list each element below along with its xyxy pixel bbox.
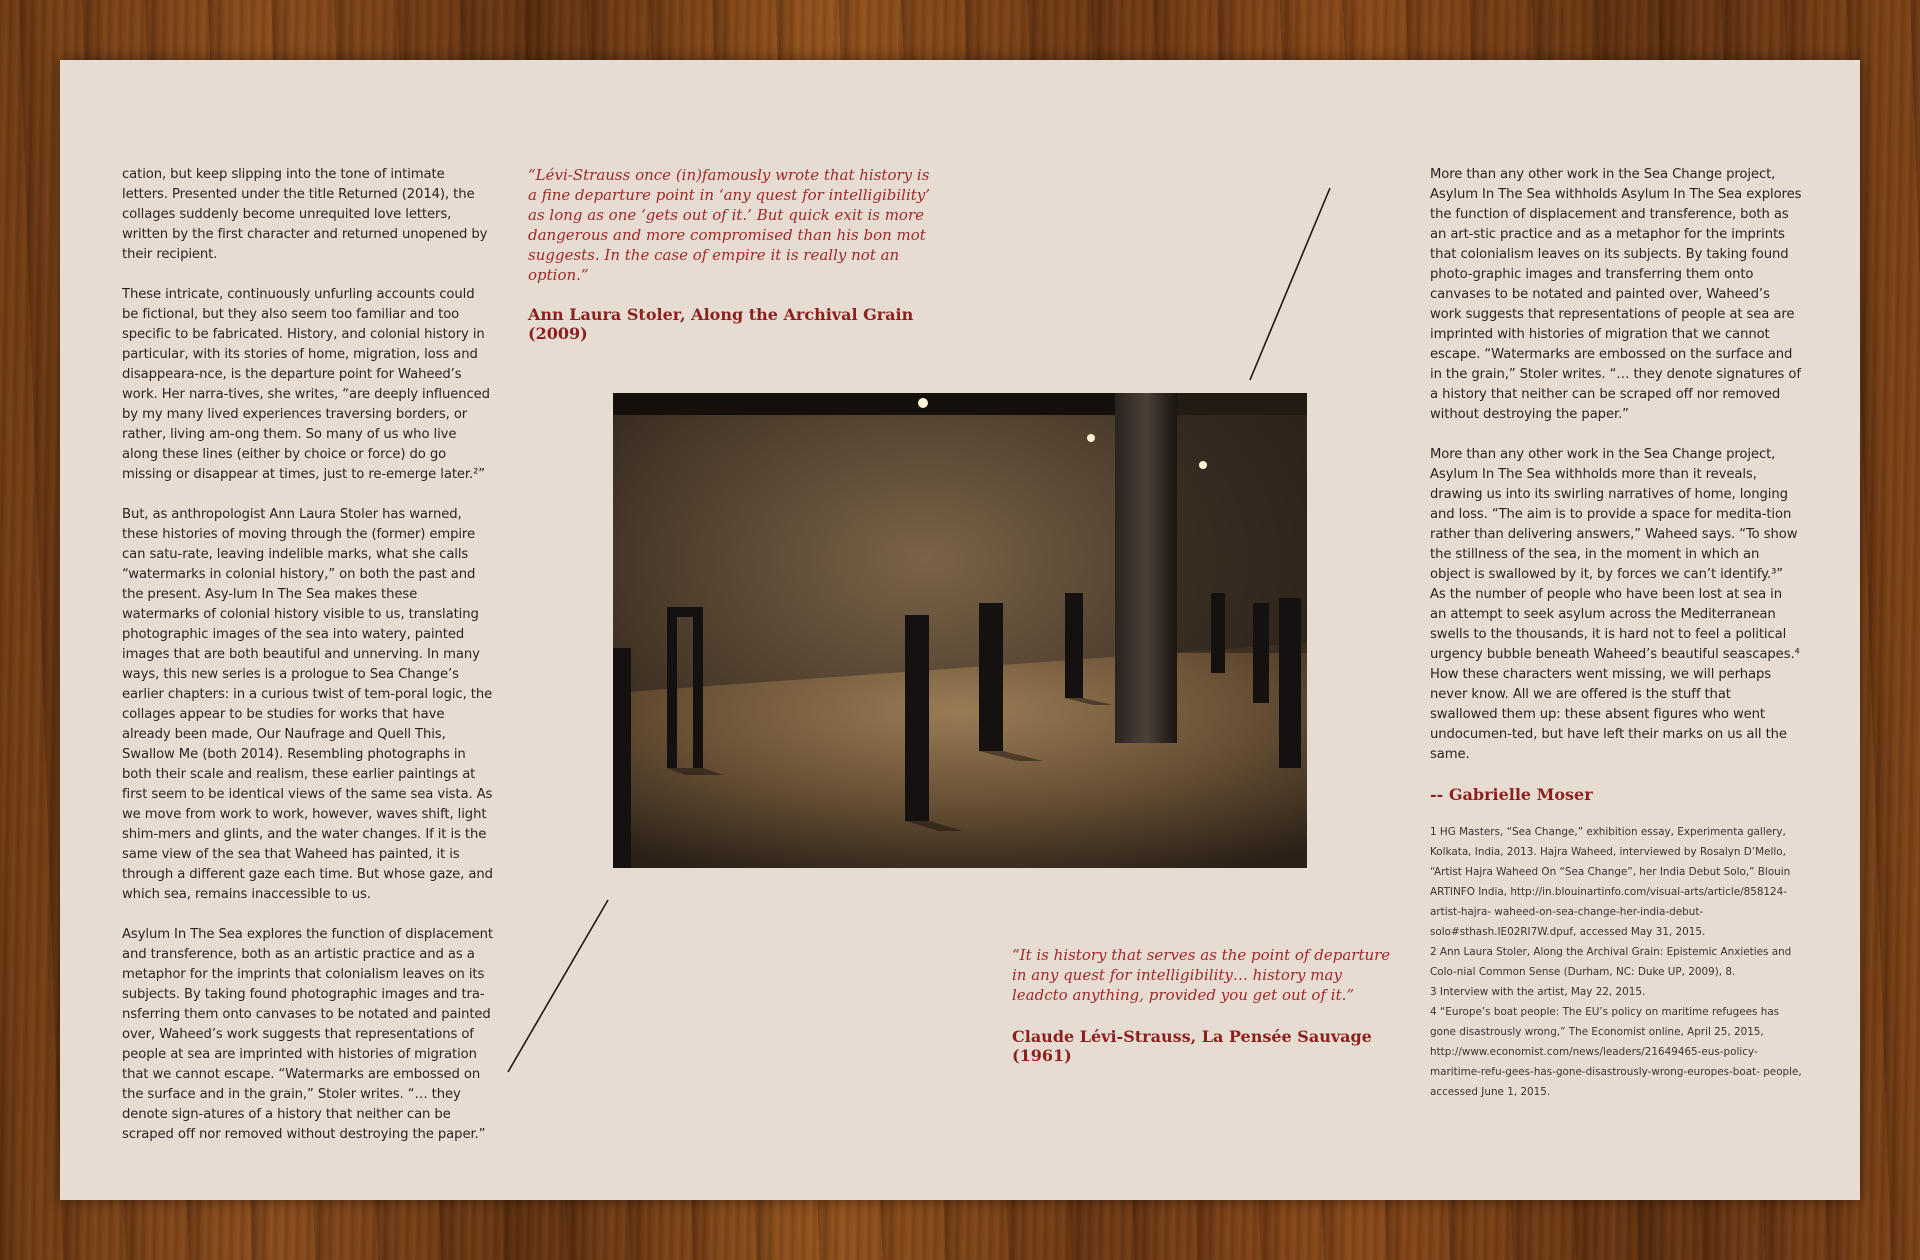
footnote-1: 1 HG Masters, “Sea Change,” exhibition essay, Experimenta gallery, Kolkata, India, 2013. Hajra Waheed, interviewed by Rosalyn D’Mello, “Artist Hajra Waheed On “Sea Change”, her India Debut Solo,” Blouin ARTINFO India, http://in.blouinartinfo.com/visual-arts/article/858124-artist-hajra- waheed-on-sea-change-her-india-debut-solo#sthash.IE02RI7W.dpuf, accessed May 31, 2015.	[1430, 826, 1791, 938]
right-paragraph-1: More than any other work in the Sea Change project, Asylum In The Sea withholds Asylum In The Sea explores the function of displacement and transference, both as an art-stic practice and as a metaphor for the imprints that colonialism leaves on its subjects. By taking found photo-graphic images and transferring them onto canvases to be notated and painted over, Waheed’s work suggests that representations of people at sea are imprinted with histories of migration that we cannot escape. “Watermarks are embossed on the surface and in the grain,” Stoler writes. “… they denote signatures of a history that neither can be scraped off nor removed without destroying the paper.”	[1430, 167, 1802, 422]
footnote-2: 2 Ann Laura Stoler, Along the Archival Grain: Epistemic Anxieties and Colo-nial Common Sense (Durham, NC: Duke UP, 2009), 8.	[1430, 946, 1792, 978]
footnotes	[1430, 822, 1802, 1102]
left-paragraph-2: These intricate, continuously unfurling accounts could be fictional, but they also seem too familiar and too specific to be fabricated. History, and colonial history in particular, with its stories of home, migration, loss and disappeara-nce, is the departure point for Waheed’s work. Her narra-tives, she writes, “are deeply influenced by my many lived experiences traversing borders, or rather, living am-ong them. So many of us who live along these lines (either by choice or force) do go missing or disappear at times, just to re-emerge later.²”	[122, 287, 490, 482]
pull-quote-top-attribution: Ann Laura Stoler, Along the Archival Grain (2009)	[528, 305, 914, 343]
pull-quote-bottom-attribution: Claude Lévi-Strauss, La Pensée Sauvage (1961)	[1012, 1027, 1372, 1065]
right-paragraph-2: More than any other work in the Sea Change project, Asylum In The Sea withholds more than it reveals, drawing us into its swirling narratives of home, longing and loss. “The aim is to provide a space for medita-tion rather than delivering answers,” Waheed says. “To show the stillness of the sea, in the moment in which an object is swallowed by it, by forces we can’t identify.³” As the number of people who have been lost at sea in an attempt to seek asylum across the Mediterranean swells to the thousands, it is hard not to feel a political urgency bubble beneath Waheed’s beautiful seascapes.⁴ How these characters went missing, we will perhaps never know. All we are offered is the stuff that swallowed them up: these absent figures who went undocumen-ted, but have left their marks on us all the same.	[1430, 447, 1800, 762]
right-text-column	[1430, 165, 1802, 1102]
pull-quote-top-text: “Lévi-Strauss once (in)famously wrote that history is a fine departure point in ‘any quest for intelligibility’ as long as one ‘gets out of it.’ But quick exit is more dangerous and more compromised than his bon mot suggests. In the case of empire it is really not an option.”	[528, 166, 931, 284]
left-paragraph-4: Asylum In The Sea explores the function of displacement and transference, both as an artistic practice and as a metaphor for the imprints that colonialism leaves on its subjects. By taking found photographic images and tra-nsferring them onto canvases to be notated and painted over, Waheed’s work suggests that representations of people at sea are imprinted with histories of migration that we cannot escape. “Watermarks are embossed on the surface and in the grain,” Stoler writes. “… they denote sign-atures of a history that neither can be scraped off nor removed without destroying the paper.”	[122, 927, 493, 1142]
connector-line-bottom	[508, 900, 608, 1072]
gallery-installation-photo	[613, 393, 1307, 868]
left-paragraph-3: But, as anthropologist Ann Laura Stoler has warned, these histories of moving through the (former) empire can satu-rate, leaving indelible marks, what she calls “watermarks in colonial history,” on both the past and the present. Asy-lum In The Sea makes these watermarks of colonial history visible to us, translating photographic images of the sea into watery, painted images that are both beautiful and unnerving. In many ways, this new series is a prologue to Sea Change’s earlier chapters: in a curious twist of tem-poral logic, the collages appear to be studies for works that have already been made, Our Naufrage and Quell This, Swallow Me (both 2014). Resembling photographs in both their scale and realism, these earlier paintings at first seem to be identical views of the same sea vista. As we move from work to work, however, waves shift, light shim-mers and glints, and the water changes. If it is the same view of the sea that Waheed has painted, it is through a different gaze each time. But whose gaze, and which sea, remains inaccessible to us.	[122, 507, 493, 902]
footnote-3: 3 Interview with the artist, May 22, 2015.	[1430, 986, 1646, 998]
pull-quote-bottom-text: “It is history that serves as the point of departure in any quest for intelligibility… history may leadcto anything, provided you get out of it.”	[1012, 946, 1391, 1004]
author-signature: -- Gabrielle Moser	[1430, 785, 1593, 804]
connector-line-top	[1250, 188, 1330, 380]
magazine-spread	[60, 60, 1860, 1200]
left-paragraph-1: cation, but keep slipping into the tone of intimate letters. Presented under the title Returned (2014), the collages suddenly become unrequited love letters, written by the first character and returned unopened by their recipient.	[122, 167, 488, 262]
footnote-4: 4 “Europe’s boat people: The EU’s policy on maritime refugees has gone disastrously wrong,” The Economist online, April 25, 2015, http://www.economist.com/news/leaders/21649465-eus-policy- maritime-refu-gees-has-gone-disastrously-wrong-europes-boat- people, accessed June 1, 2015.	[1430, 1006, 1802, 1098]
